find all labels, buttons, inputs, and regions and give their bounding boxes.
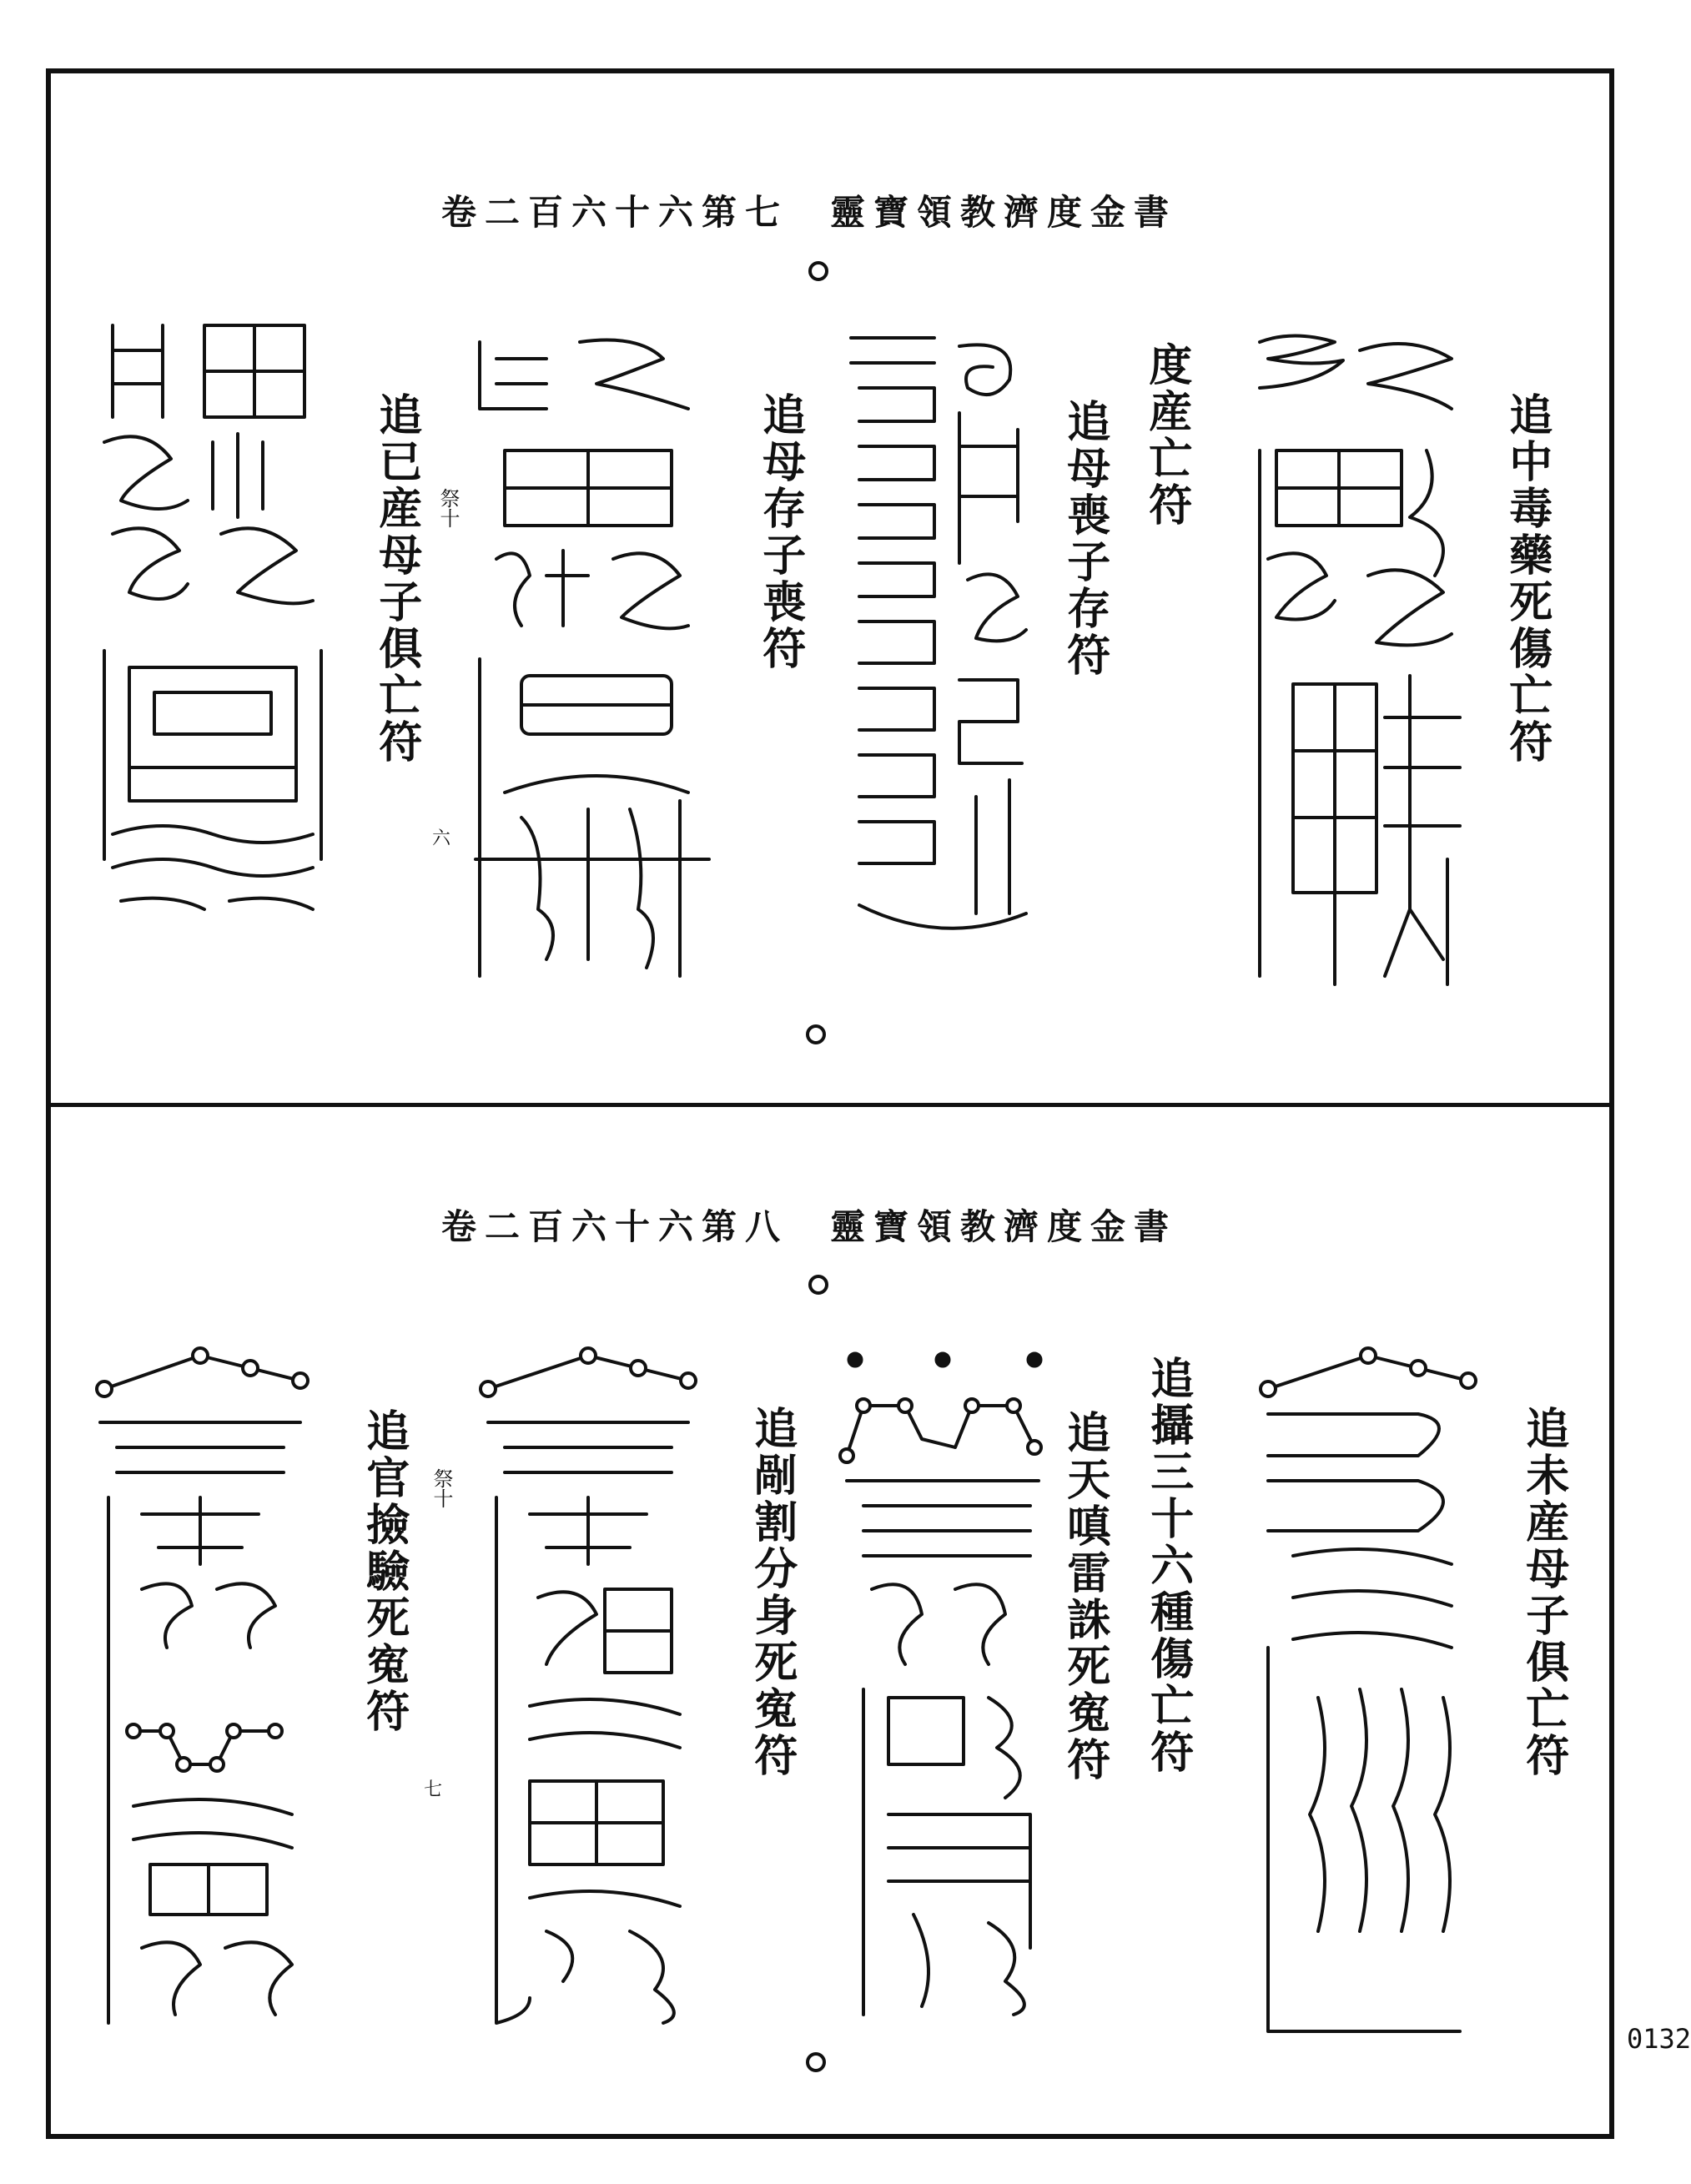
talisman-title-main: 度産亡符: [1140, 342, 1192, 529]
binding-ring: [806, 2052, 826, 2072]
panel-divider: [46, 1103, 1614, 1107]
talisman-drawing: [843, 330, 1034, 964]
talisman-drawing: [96, 317, 338, 959]
talisman-drawing: [1251, 1347, 1485, 2040]
talisman-drawing: [471, 325, 713, 984]
binding-ring: [806, 1024, 826, 1044]
top-header-chapter: 卷二百六十六第七: [440, 192, 788, 233]
talisman-title-main: 追攝三十六種傷亡符: [1142, 1356, 1194, 1776]
top-header-book: 靈寶領教濟度金書: [830, 192, 1178, 233]
talisman-title: 追官撿驗死寃符: [358, 1408, 410, 1735]
talisman-drawing: [838, 1347, 1047, 2023]
talisman-title: 追母存子喪符: [754, 392, 806, 672]
page-number: 七: [424, 1779, 443, 1800]
margin-page-number: 0132: [1627, 2023, 1691, 2055]
talisman-note: 祭十: [436, 488, 460, 528]
talisman-drawing: [92, 1347, 317, 2040]
talisman-title: 追已産母子俱亡符: [370, 392, 422, 766]
binding-ring: [808, 1275, 828, 1295]
bottom-header-book: 靈寶領教濟度金書: [830, 1206, 1178, 1247]
talisman-title: 追中毒藥死傷亡符: [1501, 392, 1553, 766]
page-number: 六: [432, 828, 451, 849]
top-header: [434, 185, 1185, 235]
talisman-title: 追未産母子俱亡符: [1517, 1406, 1569, 1779]
talisman-title-sub: 追天嗔雷誅死寃符: [1059, 1410, 1110, 1784]
talisman-drawing: [480, 1347, 705, 2040]
bottom-header: [434, 1200, 1185, 1250]
talisman-title: 追剮割分身死寃符: [746, 1406, 798, 1779]
talisman-drawing: [1243, 325, 1468, 993]
binding-ring: [808, 261, 828, 281]
talisman-title-sub: 追母喪子存符: [1059, 399, 1110, 679]
talisman-note: 祭十: [430, 1468, 453, 1508]
bottom-header-chapter: 卷二百六十六第八: [440, 1206, 788, 1247]
